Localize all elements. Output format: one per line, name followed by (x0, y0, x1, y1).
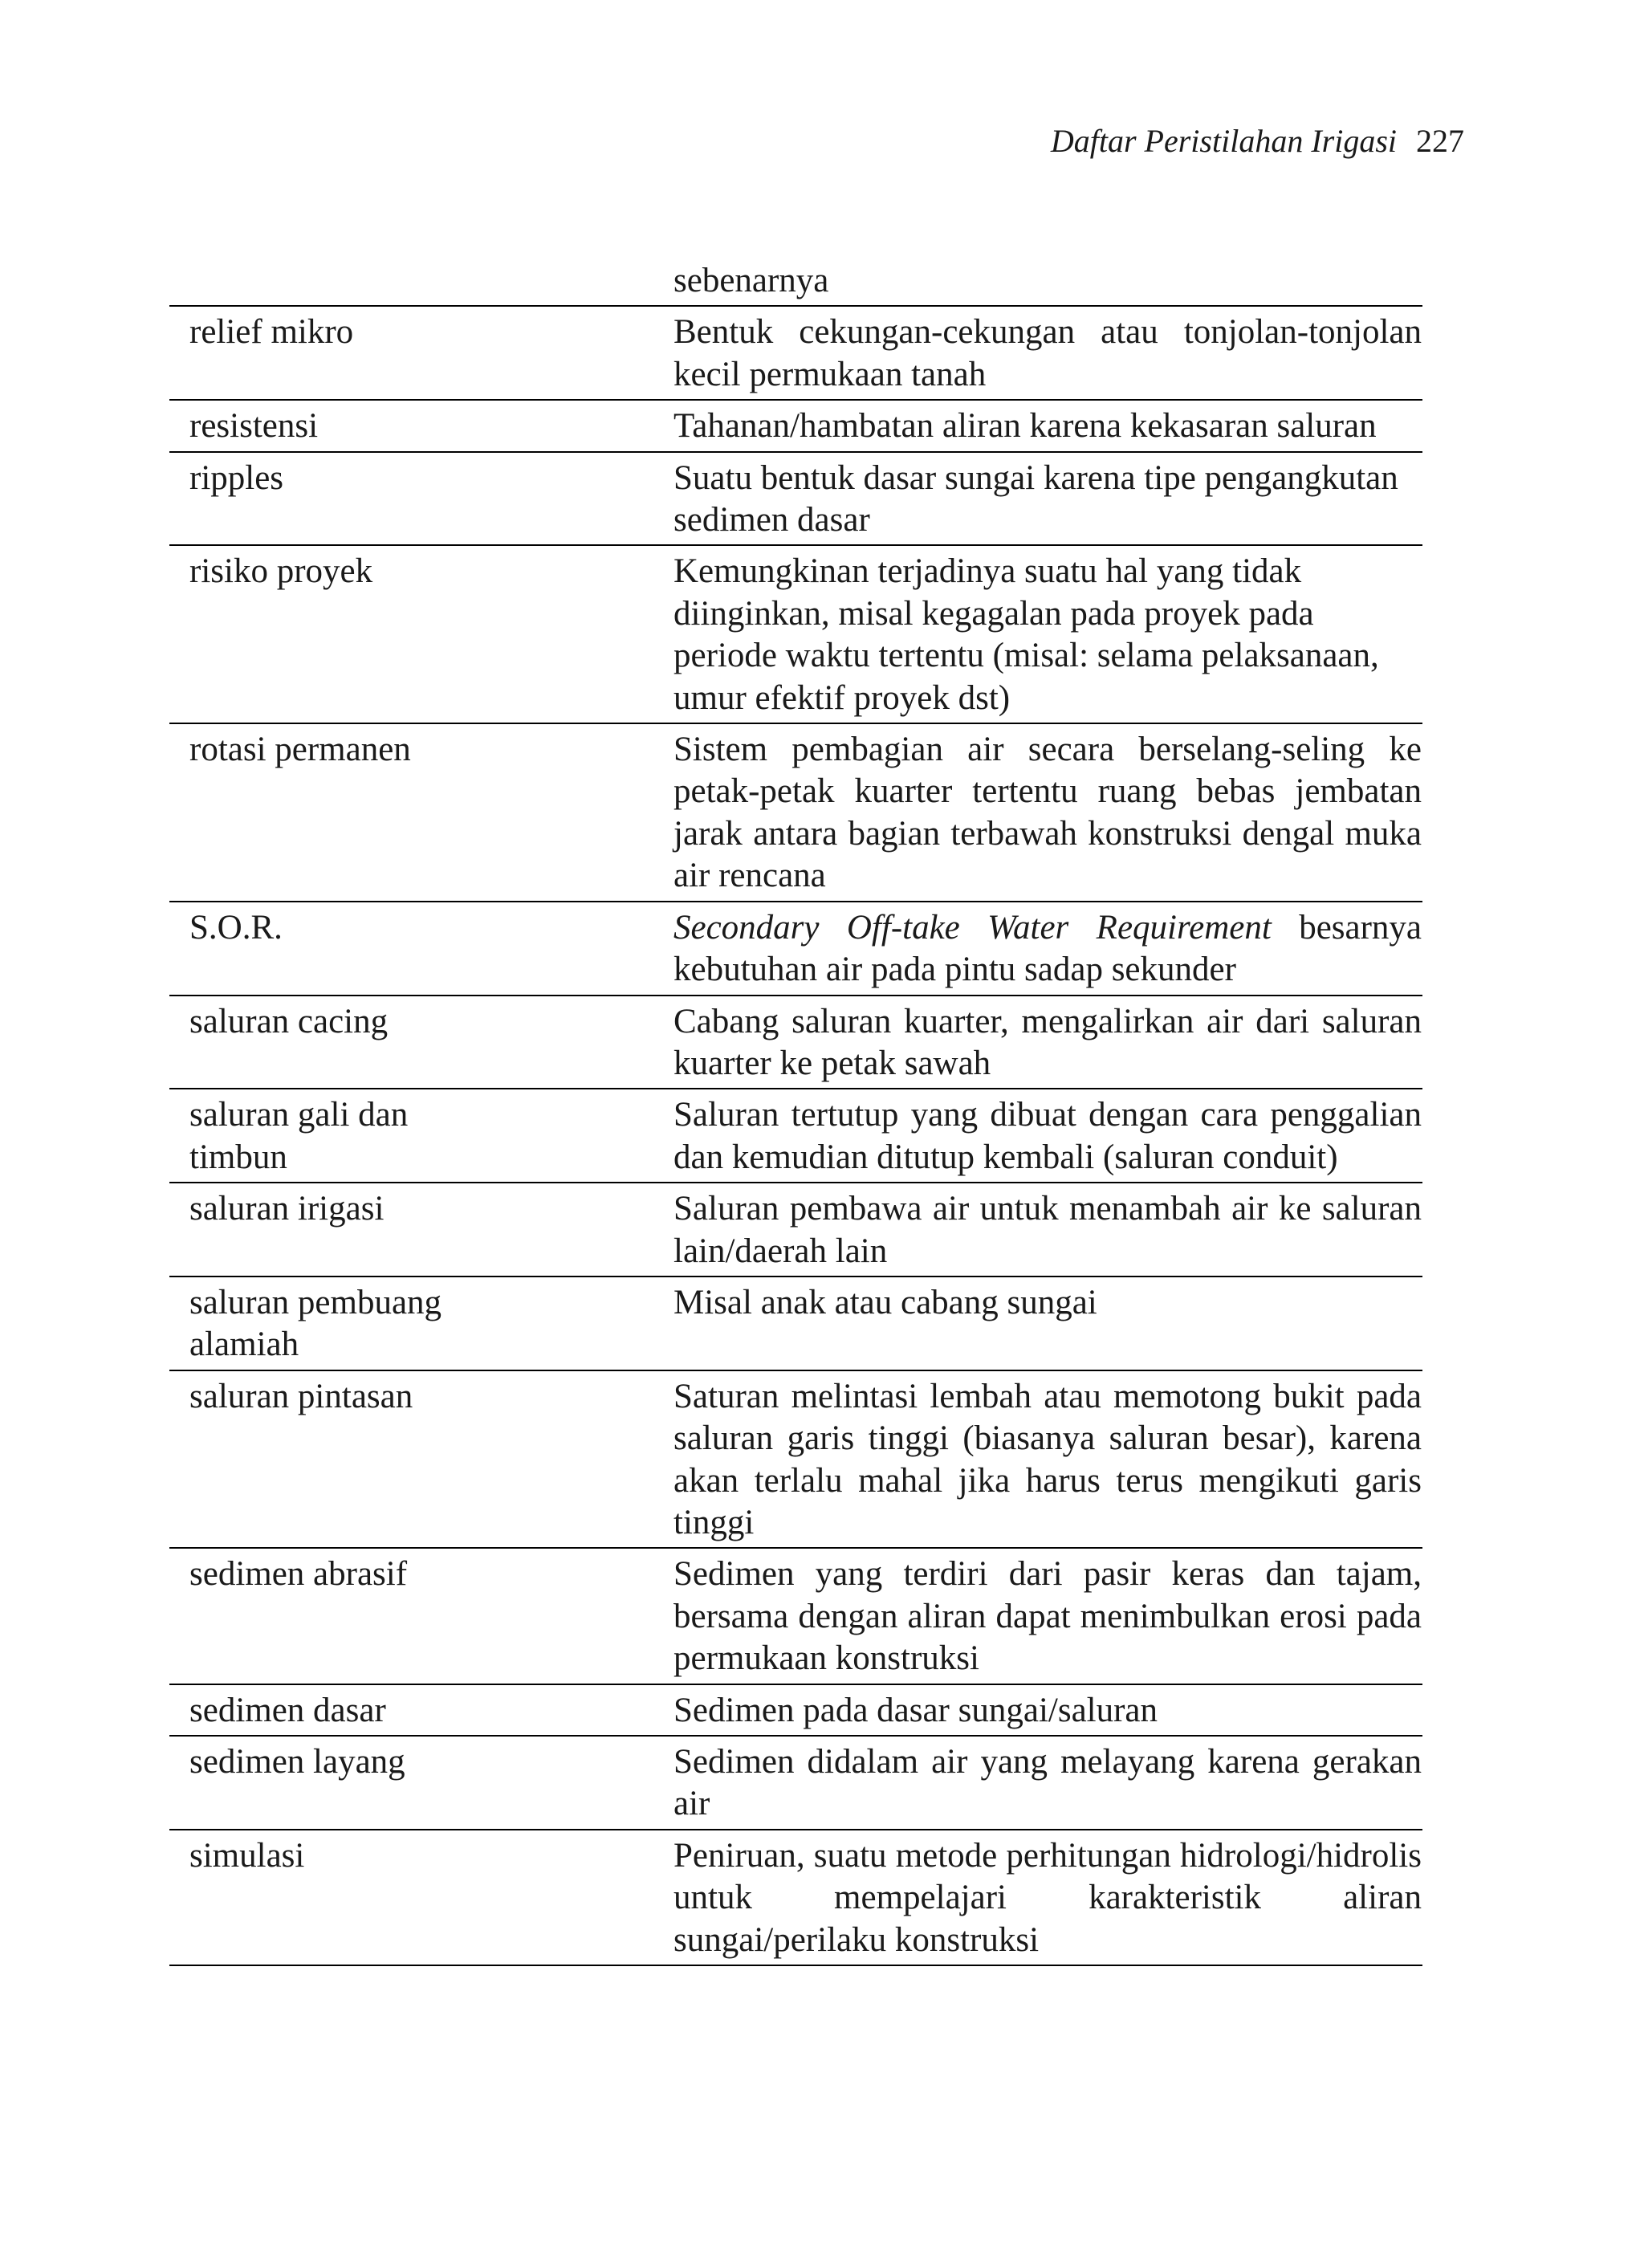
table-row (169, 307, 1422, 401)
definition-cell: Saluran pembawa air untuk menambah air ke saluran lain/daerah lain (673, 1190, 1422, 1270)
definition-text: besarnya kebutuhan air pada pintu sadap sekunder (673, 908, 1422, 989)
table-row (169, 1277, 1422, 1371)
glossary-table (169, 255, 1422, 1966)
term-cell: S.O.R. (189, 908, 283, 947)
definition-cell: Kemungkinan terjadinya suatu hal yang tidak diinginkan, misal kegagalan pada proyek pada periode waktu tertentu (misal: selama pelaksanaan, umur efektif proyek dst) (673, 552, 1379, 717)
table-row (169, 255, 1422, 307)
definition-cell: Sedimen pada dasar sungai/saluran (673, 1691, 1158, 1729)
definition-cell: Misal anak atau cabang sungai (673, 1283, 1097, 1321)
term-cell: simulasi (189, 1836, 305, 1875)
definition-continuation: sebenarnya (673, 262, 829, 299)
term-cell: ripples (189, 458, 284, 497)
term-cell: sedimen layang (189, 1743, 405, 1781)
definition-cell: Tahanan/hambatan aliran karena kekasaran saluran (673, 407, 1377, 446)
definition-cell: Suatu bentuk dasar sungai karena tipe pengangkutan sedimen dasar (673, 458, 1398, 540)
table-row (169, 1089, 1422, 1183)
definition-cell: Sedimen didalam air yang melayang karena gerakan air (673, 1743, 1422, 1823)
header-title: Daftar Peristilahan Irigasi (1050, 123, 1397, 159)
table-row (169, 724, 1422, 902)
table-row (169, 1737, 1422, 1830)
table-row (169, 546, 1422, 724)
table-row (169, 1371, 1422, 1549)
term-cell (169, 260, 477, 302)
definition-cell (673, 907, 1422, 991)
definition-cell: Saturan melintasi lembah atau memotong bukit pada saluran garis tinggi (biasanya saluran besar), karena akan terlalu mahal jika harus terus mengikuti garis tinggi (673, 1377, 1422, 1541)
table-row (169, 996, 1422, 1090)
definition-italic-term: Secondary Off-take Water Requirement (673, 908, 1272, 947)
term-cell: saluran gali dan timbun (189, 1096, 409, 1176)
table-row (169, 1685, 1422, 1737)
definition-cell: Sistem pembagian air secara berselang-seling ke petak-petak kuarter tertentu ruang bebas jembatan jarak antara bagian terbawah konstruksi dengal muka air rencana (673, 731, 1422, 895)
term-cell: sedimen abrasif (189, 1555, 408, 1594)
term-cell: saluran pembuang alamiah (189, 1283, 442, 1364)
table-row (169, 1549, 1422, 1684)
table-row (169, 1183, 1422, 1277)
definition-cell: Sedimen yang terdiri dari pasir keras dan tajam, bersama dengan aliran dapat menimbulkan erosi pada permukaan konstruksi (673, 1555, 1422, 1678)
term-cell: risiko proyek (189, 552, 373, 591)
page-number: 227 (1416, 123, 1464, 159)
table-row (169, 1830, 1422, 1966)
term-cell: sedimen dasar (189, 1691, 386, 1729)
definition-cell: Peniruan, suatu metode perhitungan hidrologi/hidrolis untuk mempelajari karakteristik aliran sungai/perilaku konstruksi (673, 1836, 1422, 1959)
term-cell: saluran cacing (189, 1002, 389, 1040)
term-cell: relief mikro (189, 313, 354, 352)
table-row (169, 453, 1422, 547)
definition-cell: Bentuk cekungan-cekungan atau tonjolan-tonjolan kecil permukaan tanah (673, 313, 1422, 393)
term-cell: saluran pintasan (189, 1377, 413, 1415)
term-cell: rotasi permanen (189, 731, 411, 769)
definition-cell: Saluran tertutup yang dibuat dengan cara penggalian dan kemudian ditutup kembali (saluran conduit) (673, 1096, 1422, 1176)
definition-cell: Cabang saluran kuarter, mengalirkan air dari saluran kuarter ke petak sawah (673, 1002, 1422, 1082)
term-cell: resistensi (189, 407, 319, 446)
table-row (169, 902, 1422, 996)
running-header (1051, 122, 1464, 161)
term-cell: saluran irigasi (189, 1190, 385, 1228)
table-row (169, 401, 1422, 452)
